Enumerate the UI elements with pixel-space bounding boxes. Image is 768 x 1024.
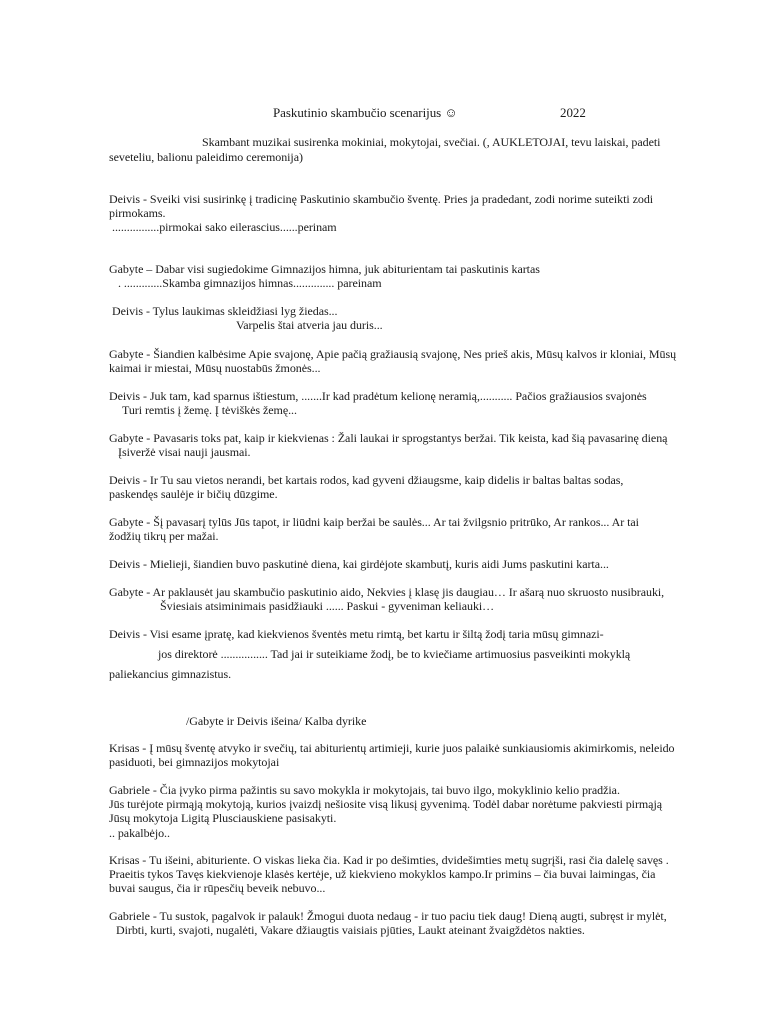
text-line: Turi remtis į žemę. Į tėviškės žemę... [122,403,297,417]
text-line: Dirbti, kurti, svajoti, nugalėti, Vakare džiaugtis vaisiais pjūties, Laukt ateinant žvaigždėtos nakties. [116,923,585,937]
text-line: pasiduoti, bei gimnazijos mokytojai [109,755,280,769]
text-line: seveteliu, balionu paleidimo ceremonija) [109,150,303,164]
text-line: Deivis - Mielieji, šiandien buvo paskutinė diena, kai girdėjote skambutį, kuris aidi Jums paskutini karta... [109,557,609,571]
text-line: Varpelis štai atveria jau duris... [236,318,383,332]
text-line: kaimai ir miestai, Mūsų nuostabūs žmonės... [109,361,321,375]
text-line: Deivis - Sveiki visi susirinkę į tradicinę Paskutinio skambučio šventę. Pries ja pradedant, zodi norime suteikti zodi [109,192,654,206]
text-line: paskendęs saulėje ir bičių dūzgime. [109,487,278,501]
text-line: Gabyte - Šiandien kalbėsime Apie svajonę, Apie pačią gražiausią svajonę, Nes prieš akis, Mūsų kalvos ir kloniai, Mūsų [109,347,677,361]
text-line: Krisas - Tu išeini, abituriente. O viskas lieka čia. Kad ir po dešimties, dvidešimties metų sugrįši, rasi čia dalelę savęs . [109,853,669,867]
text-line: žodžių tikrų per mažai. [109,529,219,543]
text-line: Gabyte - Ar paklausėt jau skambučio paskutinio aido, Nekvies į klasę jis daugiau… Ir ašarą nuo skruosto nusibrauki, [109,585,665,599]
text-line: Skambant muzikai susirenka mokiniai, mokytojai, svečiai. (, AUKLETOJAI, tevu laiskai, padeti [202,135,661,149]
document-year: 2022 [560,105,586,120]
text-line: Gabriele - Tu sustok, pagalvok ir palauk! Žmogui duota nedaug - ir tuo paciu tiek daug! Dieną augti, subręst ir mylėt, [109,909,667,923]
text-line: Deivis - Visi esame įpratę, kad kiekvienos šventės metu rimtą, bet kartu ir šiltą žodį taria mūsų gimnazi- [109,627,604,641]
text-line: Įsiveržė visai nauji jausmai. [118,445,251,459]
text-line: . .............Skamba gimnazijos himnas.............. pareinam [118,276,382,290]
text-line: Gabriele - Čia įvyko pirma pažintis su savo mokykla ir mokytojais, tai buvo ilgo, mokyklinio kelio pradžia. [109,783,620,797]
text-line: Gabyte – Dabar visi sugiedokime Gimnazijos himna, juk abiturientam tai paskutinis kartas [109,262,540,276]
text-line: ................pirmokai sako eilerascius......perinam [112,220,337,234]
text-line: jos direktorė ................ Tad jai ir suteikiame žodį, be to kviečiame artimuosius pasveikinti mokyklą [158,647,631,661]
text-line: pirmokams. [109,206,166,220]
text-line: Deivis - Tylus laukimas skleidžiasi lyg žiedas... [112,304,338,318]
text-line: .. pakalbėjo.. [109,826,170,840]
document-title: Paskutinio skambučio scenarijus ☺ [273,105,458,120]
text-line: Deivis - Ir Tu sau vietos nerandi, bet kartais rodos, kad gyveni džiaugsme, kaip didelis ir baltas baltas sodas, [109,473,624,487]
text-line: Gabyte - Šį pavasarį tylūs Jūs tapot, ir liūdni kaip beržai be saulės... Ar tai žvilgsnio pritrūko, Ar rankos... Ar tai [109,515,639,529]
text-line: Jūsų mokytoja Ligitą Plusciauskiene pasisakyti. [109,811,337,825]
text-line: Krisas - Į mūsų šventę atvyko ir svečių, tai abiturientų artimieji, kurie juos palaikė sunkiausiomis akimirkomis, neleido [109,741,675,755]
text-line: Jūs turėjote pirmąją mokytoją, kurios įvaizdį nešiosite visą likusį gyvenimą. Todėl dabar norėtume pakviesti pirmąją [109,797,663,811]
text-line: Gabyte - Pavasaris toks pat, kaip ir kiekvienas : Žali laukai ir sprogstantys beržai. Tik keista, kad šią pavasarinę dieną [109,431,668,445]
text-line: paliekancius gimnazistus. [109,667,232,681]
stage-direction: /Gabyte ir Deivis išeina/ Kalba dyrike [186,714,367,728]
text-line: Šviesiais atsiminimais pasidžiauki ...... Paskui - gyveniman keliauki… [160,599,495,613]
text-line: Praeitis tykos Tavęs kiekvienoje klasės kertėje, už kiekvieno mokyklos kampo.Ir primins – čia buvai laimingas, čia [109,867,656,881]
text-line: buvai saugus, čia ir rūpesčių beveik nebuvo... [109,881,326,895]
text-line: Deivis - Juk tam, kad sparnus ištiestum, .......Ir kad pradėtum kelionę neramią,........... Pačios gražiausios svajonės [109,389,647,403]
